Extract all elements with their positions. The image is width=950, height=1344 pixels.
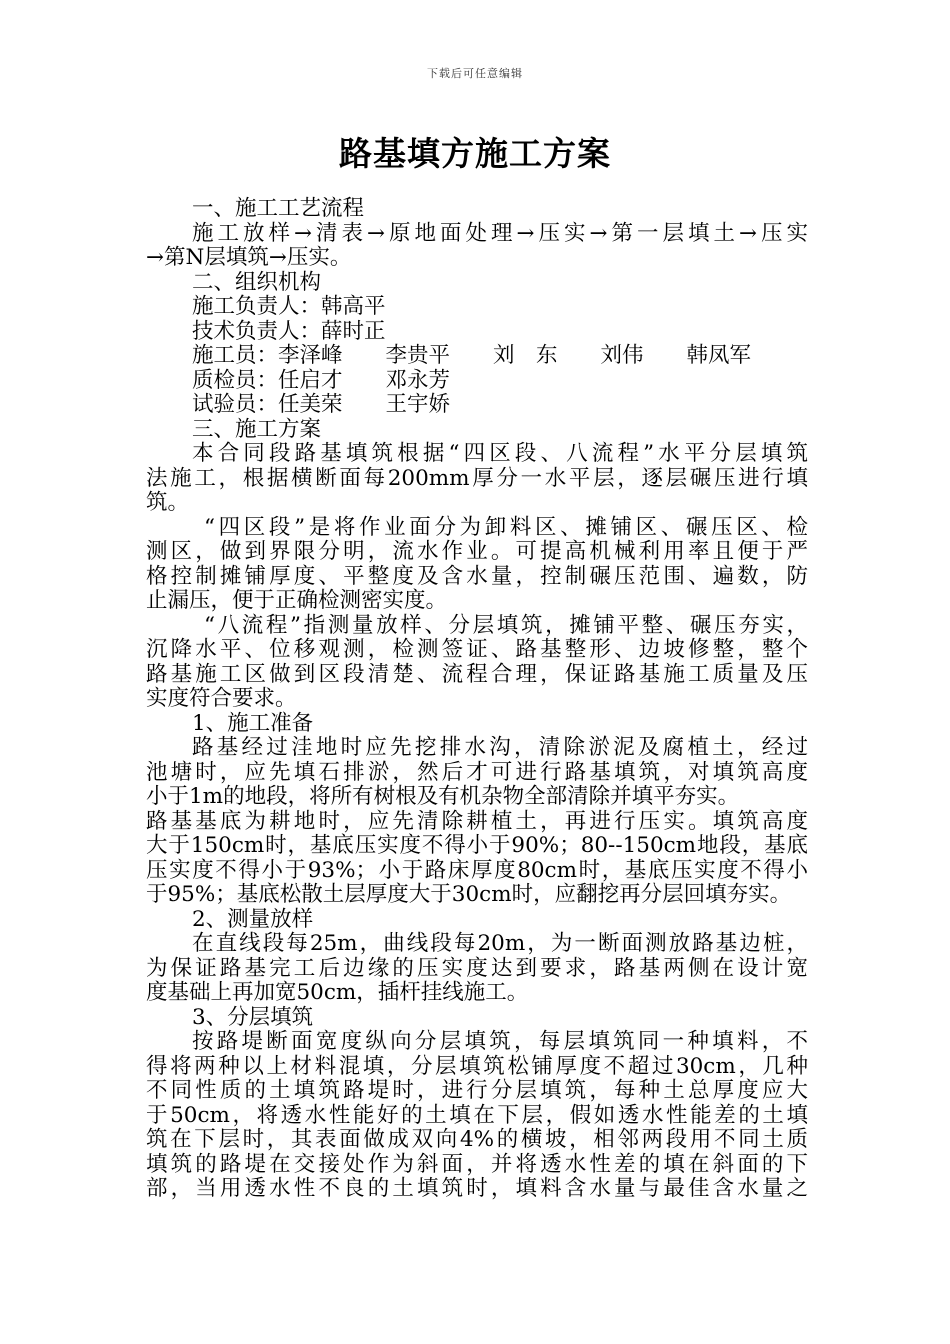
text-line: →第N层填筑→压实。 [146, 245, 352, 270]
text-line: 技术负责人：薛时正 [192, 318, 386, 344]
text-line: 本合同段路基填筑根据“四区段、八流程”水平分层填筑 [192, 441, 808, 466]
text-line: 池塘时，应先填石排淤，然后才可进行路基填筑，对填筑高度 [146, 759, 808, 785]
text-line: 三、施工方案 [192, 416, 322, 442]
text-line: 止漏压，便于正确检测密实度。 [146, 588, 448, 613]
text-line: 法施工，根据横断面每200mm厚分一水平层，逐层碾压进行填 [146, 465, 808, 491]
text-line: 小于1m的地段，将所有树根及有机杂物全部清除并填平夯实。 [146, 784, 740, 809]
text-line: 度基础上再加宽50cm，插杆挂线施工。 [146, 980, 529, 1005]
text-line: 得将两种以上材料混填，分层填筑松铺厚度不超过30cm，几种 [146, 1053, 808, 1079]
text-line: 路基基底为耕地时，应先清除耕植土，再进行压实。填筑高度 [146, 808, 808, 834]
text-line: 沉降水平、位移观测，检测签证、路基整形、边坡修整，整个 [146, 637, 808, 662]
text-line: 1、施工准备 [192, 710, 314, 736]
page-header: 下载后可任意编辑 [427, 67, 523, 80]
text-line: 施工负责人：韩高平 [192, 294, 386, 319]
text-line: 2、测量放样 [192, 906, 314, 932]
text-line: 大于150cm时，基底压实度不得小于90%；80--150cm地段，基底 [146, 833, 808, 858]
text-line: 一、施工工艺流程 [192, 196, 365, 221]
text-line: 路基施工区做到区段清楚、流程合理，保证路基施工质量及压 [146, 661, 808, 687]
text-line: 压实度不得小于93%；小于路床厚度80cm时，基底压实度不得小 [146, 857, 808, 883]
document-body [146, 197, 808, 1202]
text-line: “四区段”是将作业面分为卸料区、摊铺区、碾压区、检 [204, 514, 808, 540]
text-line: 二、组织机构 [192, 269, 322, 295]
text-line: 于95%；基底松散土层厚度大于30cm时，应翻挖再分层回填夯实。 [146, 882, 792, 907]
text-line: 填筑的路堤在交接处作为斜面，并将透水性差的填在斜面的下 [146, 1151, 808, 1177]
page-title: 路基填方施工方案 [339, 134, 611, 173]
text-line: “八流程”指测量放样、分层填筑，摊铺平整、碾压夯实， [204, 612, 808, 638]
text-line: 测区，做到界限分明，流水作业。可提高机械利用率且便于严 [146, 539, 808, 564]
text-line: 在直线段每25m，曲线段每20m，为一断面测放路基边桩， [192, 931, 808, 956]
text-line: 筑。 [146, 490, 190, 515]
text-line: 实度符合要求。 [146, 686, 297, 711]
text-line: 筑在下层时，其表面做成双向4%的横坡，相邻两段用不同土质 [146, 1127, 808, 1152]
text-line: 按路堤断面宽度纵向分层填筑，每层填筑同一种填料，不 [192, 1029, 808, 1054]
text-line: 施工员：李泽峰 李贵平 刘 东 刘伟 韩凤军 [192, 343, 752, 368]
text-line: 路基经过洼地时应先挖排水沟，清除淤泥及腐植土，经过 [192, 735, 808, 760]
text-line: 施工放样→清表→原地面处理→压实→第一层填土→压实 [192, 220, 808, 246]
text-line: 格控制摊铺厚度、平整度及含水量，控制碾压范围、遍数，防 [146, 563, 808, 589]
text-line: 不同性质的土填筑路堤时，进行分层填筑，每种土总厚度应大 [146, 1078, 808, 1103]
text-line: 为保证路基完工后边缘的压实度达到要求，路基两侧在设计宽 [146, 955, 808, 981]
text-line: 部，当用透水性不良的土填筑时，填料含水量与最佳含水量之 [146, 1176, 808, 1201]
text-line: 质检员：任启才 邓永芳 [192, 367, 451, 393]
text-line: 于50cm，将透水性能好的土填在下层，假如透水性能差的土填 [146, 1102, 808, 1128]
text-line: 试验员：任美荣 王宇娇 [192, 392, 451, 417]
text-line: 3、分层填筑 [192, 1004, 314, 1030]
